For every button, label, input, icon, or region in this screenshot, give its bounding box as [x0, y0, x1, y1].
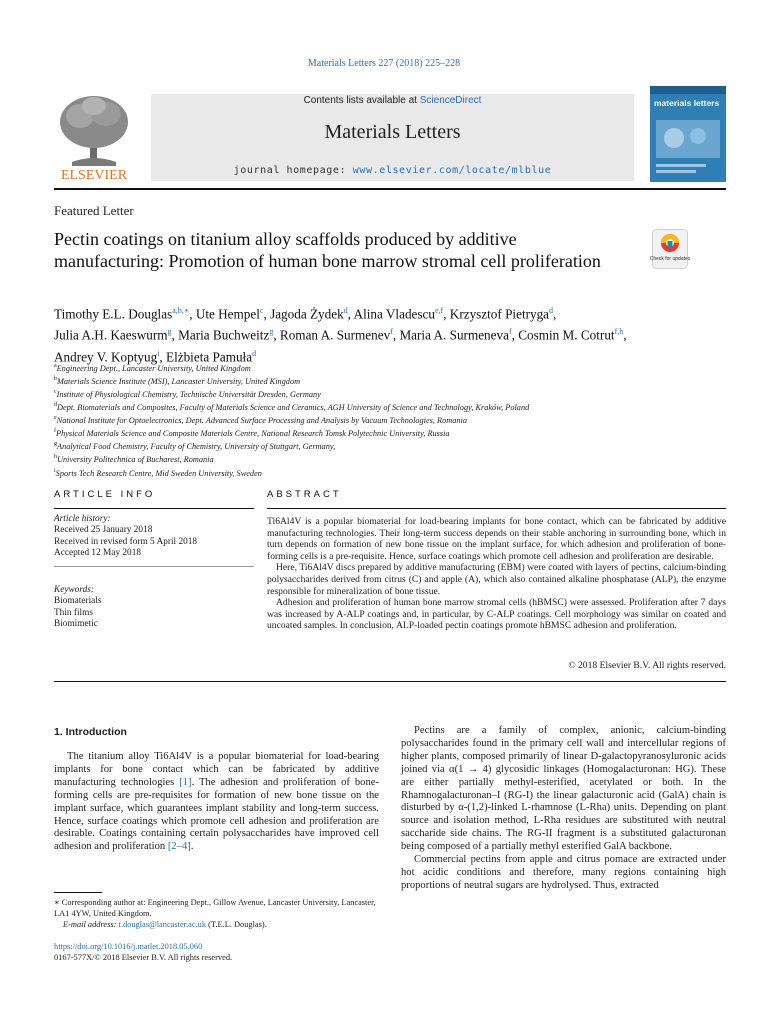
body-paragraph: Commercial pectins from apple and citrus pomace are extracted under hot acidic conditions and therefore, many regions containing high proportions of neutral sugars are hydrolysed. Thus, extracted [401, 854, 726, 891]
author[interactable]: Alina Vladescu [353, 306, 435, 322]
sciencedirect-link[interactable]: ScienceDirect [419, 95, 482, 106]
abstract-paragraph: Adhesion and proliferation of human bone marrow stromal cells (hBMSC) were assessed. Proliferation after 7 days was increased by A-ALP coatings and, in particular, by C-ALP coatings. Cell morphology was similar on coated and uncoated samples. In conclusion, ALP-loaded pectin coatings promote hBMSC adhesion and proliferation. [267, 597, 726, 632]
history-revised: Received in revised form 5 April 2018 [54, 536, 198, 547]
abstract-bottom-rule [54, 681, 726, 682]
author[interactable]: Julia A.H. Kaeswurm [54, 327, 168, 343]
affiliation: $^f$Physical Materials Science and Composite Materials Centre, National Research Tomsk Polytechnic University, Russia [54, 428, 450, 439]
keyword: Biomaterials [54, 596, 102, 607]
abstract-copyright: © 2018 Elsevier B.V. All rights reserved. [568, 660, 726, 671]
author-affiliation-marker[interactable]: d [549, 306, 554, 315]
footnote-rule [54, 892, 102, 893]
intro-column-right [401, 725, 726, 893]
author-affiliation-marker[interactable]: f [390, 327, 393, 337]
doi-link[interactable]: https://doi.org/10.1016/j.matlet.2018.05.060 [54, 942, 203, 951]
elsevier-logo [54, 92, 134, 182]
author[interactable]: Krzysztof Pietryga [449, 306, 550, 322]
cover-title: materials letters [654, 98, 720, 108]
body-paragraph: The titanium alloy Ti6Al4V is a popular biomaterial for load-bearing implants for bone contact which can be fabricated by additive manufacturing technologies [1]. The adhesion and proliferation of bone-forming cells are pre-requisites for formation of new bone tissue on the implant surface, which guarantees implant stability and long-term success. Hence, surface coatings which promote cell adhesion and proliferation are desirable. Coatings containing certain polysaccharides have improved cell adhesion and proliferation [2–4]. [54, 751, 379, 853]
section-heading: 1. Introduction [54, 726, 127, 738]
author-affiliation-marker[interactable]: f [508, 327, 512, 337]
homepage-link[interactable]: www.elsevier.com/locate/mlblue [352, 165, 552, 176]
abstract-paragraph: Here, Ti6Al4V discs prepared by additive manufacturing (EBM) were coated with layers of pectins, calcium-binding polysaccharides derived from citrus (C) and apple (A), which also contained alkaline phosphatase (ALP), the enzyme responsible for mineralization of bone tissue. [267, 562, 726, 597]
header-divider [54, 188, 726, 190]
email-link[interactable]: t.douglas@lancaster.ac.uk [118, 920, 207, 929]
issn-line: 0167-577X/© 2018 Elsevier B.V. All rights reserved. [54, 953, 233, 962]
affiliation: $^a$Engineering Dept., Lancaster University, United Kingdom [54, 363, 251, 373]
abstract-heading: ABSTRACT [267, 489, 342, 500]
abstract-rule [267, 508, 726, 509]
history-received: Received 25 January 2018 [54, 525, 153, 536]
author-affiliation-marker[interactable]: d [252, 348, 257, 358]
affiliation: $^b$Materials Science Institute (MSI), Lancaster University, United Kingdom [54, 376, 301, 386]
author[interactable]: Ute Hempel [195, 306, 260, 322]
crossmark-badge[interactable] [649, 229, 691, 269]
author[interactable]: Cosmin M. Cotrut [518, 327, 615, 343]
affiliation: $^c$Institute of Physiological Chemistry, Technische Universität Dresden, Germany [54, 389, 321, 399]
article-info-divider [54, 566, 254, 567]
crossmark-label: Check for updates [649, 256, 691, 262]
author[interactable]: Elżbieta Pamuła [166, 349, 253, 365]
author-affiliation-marker[interactable]: e,f [434, 306, 444, 315]
author-affiliation-marker[interactable]: i [157, 348, 160, 358]
citation-link[interactable]: [2–4] [167, 841, 191, 853]
article-type: Featured Letter [54, 203, 134, 218]
author-list: Timothy E.L. Douglas$^{a,b,∗}$, Ute Hempel$^c$, Jagoda Żydek$^d$, Alina Vladescu$^{e,f}$, Krzysztof Pietryga$^d$, Julia A.H. Kaeswurm$^g$, Maria Buchweitz$^g$, Roman A. Surmenev$^f$, Maria A. Surmeneva$^f$, Cosmin M. Cotrut$^{f,h}$, Andrey V. Koptyug$^i$, Elżbieta Pamuła$^d$ [54, 306, 627, 365]
author[interactable]: Roman A. Surmenev [279, 327, 391, 343]
author[interactable]: Maria A. Surmeneva [399, 327, 509, 343]
journal-reference[interactable]: Materials Letters 227 (2018) 225–228 [307, 58, 461, 69]
journal-title: Materials Letters [324, 121, 461, 143]
affiliation: $^g$Analytical Food Chemistry, Faculty of Chemistry, University of Stuttgart, Germany, [54, 441, 336, 452]
keyword: Biomimetic [54, 619, 98, 630]
paper-title: Pectin coatings on titanium alloy scaffolds produced by additive manufacturing: Promotion of human bone marrow stromal cell proliferation [54, 229, 601, 271]
body-paragraph: Pectins are a family of complex, anionic, calcium-binding polysaccharides found in the primary cell wall and intercellular regions of higher plants, composed primarily of linear D-galactopyranosyluronic acids joined via α(1 → 4) glycosidic linkages (Homogalacturonan: HG). These are either partially methyl-esterified, acetylated or both. In the Rhamnogalacturonan–I (RG-I) the linear galacturonic acid (GalA) chain is disturbed by α-(1,2)-linked L-rhamnose (L-Rha) units. Depending on plant source and isolation method, L-Rha residues are substituted with neutral saccharide side chains. The RG-II fragment is a substituted galacturonan being composed of a partially methyl esterified GalA backbone. [401, 725, 726, 853]
corresponding-author: ∗ Corresponding author at: Engineering Dept., Gillow Avenue, Lancaster University, Lancaster, LA1 4YW, United Kingdom. [54, 898, 376, 918]
author-affiliation-marker[interactable]: d [343, 306, 348, 315]
citation-link[interactable]: [1] [179, 776, 192, 788]
article-info-rule [54, 508, 254, 509]
corresponding-footnote: ∗ Corresponding author at: Engineering Dept., Gillow Avenue, Lancaster University, Lancaster, LA1 4YW, United Kingdom. E-mail address: t.douglas@lancaster.ac.uk (T.E.L. Douglas). [54, 897, 379, 930]
abstract-paragraph: Ti6Al4V is a popular biomaterial for load-bearing implants for bone contact, which can be fabricated by additive manufacturing technologies. Their long-term success depends on their stable anchoring in surrounding bone, which in turn depends on formation of new bone tissue on the implant surface, for which adhesion and proliferation of bone-forming cells is a pre-requisite. Hence, surface coatings which promote cell adhesion and proliferation are desirable. [267, 516, 726, 562]
author-affiliation-marker[interactable]: f,h [614, 327, 624, 337]
abstract-body [267, 516, 726, 632]
affiliation: $^i$Sports Tech Research Centre, Mid Sweden University, Sweden [54, 467, 262, 478]
journal-cover [650, 86, 726, 182]
author-affiliation-marker[interactable]: a,b,∗ [172, 306, 190, 315]
history-accepted: Accepted 12 May 2018 [54, 548, 142, 559]
affiliation: $^h$University Politechnica of Bucharest, Romania [54, 454, 214, 465]
author-affiliation-marker[interactable]: c [259, 306, 264, 315]
author[interactable]: Maria Buchweitz [178, 327, 270, 343]
article-info-heading: ARTICLE INFO [54, 489, 156, 500]
author[interactable]: Timothy E.L. Douglas [54, 306, 173, 322]
author-affiliation-marker[interactable]: g [269, 327, 274, 337]
keywords [54, 585, 254, 631]
keywords-label: Keywords: [54, 585, 94, 595]
publisher-wordmark: ELSEVIER [60, 168, 128, 183]
keyword: Thin films [54, 607, 93, 618]
contents-line: Contents lists available at ScienceDirect [303, 95, 482, 106]
author[interactable]: Andrey V. Koptyug [54, 349, 158, 365]
intro-column-left [54, 751, 379, 854]
article-history [54, 514, 254, 560]
affiliation: $^d$Dept. Biomaterials and Composites, Faculty of Materials Science and Ceramics, AGH University of Science and Technology, Kraków, Poland [54, 402, 530, 412]
affiliation: $^e$National Institute for Optoelectronics, Dept. Advanced Surface Processing and Analysis by Vacuum Technologies, Romania [54, 415, 468, 426]
affiliation-list [54, 361, 734, 479]
history-label: Article history: [54, 514, 111, 524]
author-affiliation-marker[interactable]: g [167, 327, 172, 337]
author[interactable]: Jagoda Żydek [270, 306, 344, 322]
journal-homepage: journal homepage: www.elsevier.com/locate/mlblue [233, 165, 552, 176]
